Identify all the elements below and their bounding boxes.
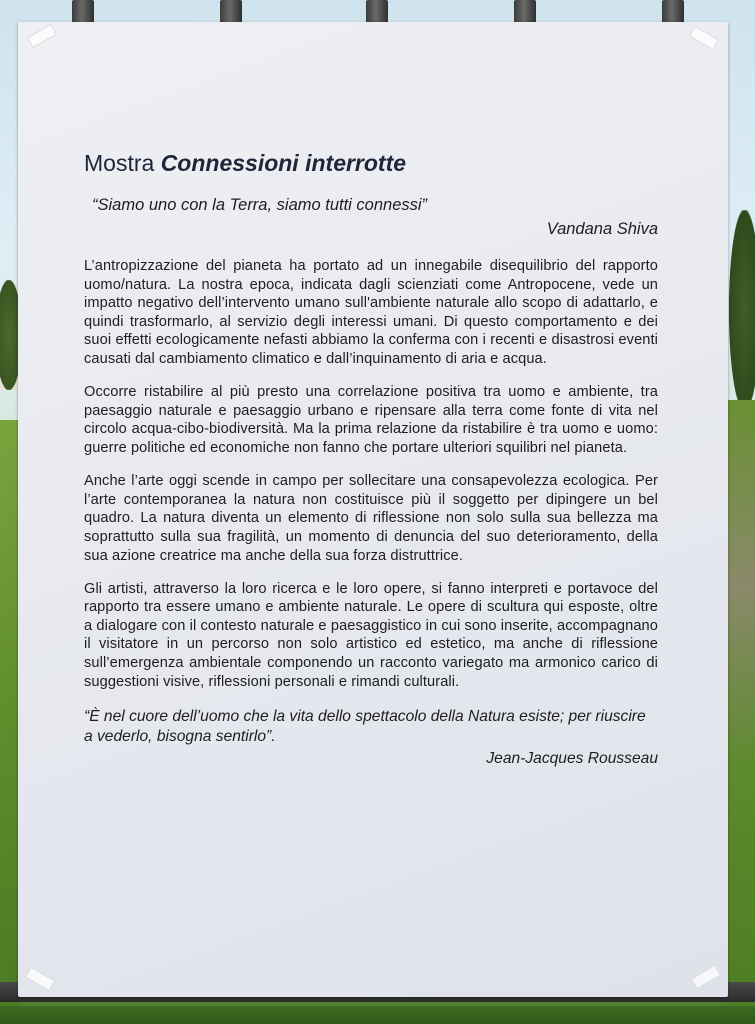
closing-quote-author: Jean-Jacques Rousseau <box>486 750 658 768</box>
closing-quote: “È nel cuore dell’uomo che la vita dello spettacolo della Natura esiste; per riuscire a vederlo, bisogna sentirlo”. <box>84 708 646 746</box>
title-exhibition-name: Connessioni interrotte <box>160 150 407 176</box>
tape-corner <box>25 967 55 991</box>
background-tree-right <box>729 210 755 410</box>
tape-corner <box>689 26 719 50</box>
sign-title <box>84 149 658 177</box>
paragraph: Occorre ristabilire al più presto una correlazione positiva tra uomo e ambiente, tra paesaggio naturale e paesaggio urbano e ripensare alla terra come fonte di vita nel circolo acqua-cibo-biodiversità. Ma la prima relazione da ristabilire è tra uomo e uomo: guerre politiche ed economiche non fanno che portare ulteriori squilibri nel pianeta. <box>84 384 658 456</box>
tape-corner <box>27 24 57 48</box>
background-bushes <box>727 400 755 1024</box>
opening-quote: “Siamo uno con la Terra, siamo tutti connessi” <box>92 196 428 214</box>
paragraph: Gli artisti, attraverso la loro ricerca e le loro opere, si fanno interpreti e portavoce del rapporto tra essere umano e ambiente naturale. Le opere di scultura qui esposte, oltre a dialogare con il contesto naturale e paesaggistico in cui sono inserite, accompagnano il visitatore in un percorso non solo artistico ed estetico, ma anche di riflessione sull’emergenza ambientale componendo un racconto variegato ma armonico carico di suggestioni visive, riflessioni personali e rimandi culturali. <box>84 580 658 690</box>
grass-strip <box>0 1006 755 1024</box>
tape-corner <box>691 965 721 989</box>
paragraph: L’antropizzazione del pianeta ha portato ad un innegabile disequilibrio del rapporto uomo/natura. La nostra epoca, indicata dagli scienziati come Antropocene, vede un impatto negativo dell’intervento umano sull'ambiente naturale allo scopo di adattarlo, e quindi trasformarlo, al servizio degli interessi umani. Di questo comportamento e dei suoi effetti ecologicamente nefasti abbiamo la conferma con i recenti e disastrosi eventi causati dal cambiamento climatico e dall’inquinamento di aria e acqua. <box>84 258 658 367</box>
title-prefix: Mostra <box>84 150 155 176</box>
exhibition-sign-board <box>18 22 728 997</box>
sign-content <box>84 149 658 769</box>
paragraph: Anche l’arte oggi scende in campo per sollecitare una consapevolezza ecologica. Per l’arte contemporanea la natura non costituisce più il soggetto per dipingere un bel quadro. La natura diventa un elemento di riflessione non solo sulla sua bellezza ma soprattutto sulla sua fragilità, un momento di denuncia del suo deterioramento, della sua azione creatrice ma anche della sua forza distruttrice. <box>84 473 658 564</box>
opening-quote-author: Vandana Shiva <box>546 220 658 238</box>
